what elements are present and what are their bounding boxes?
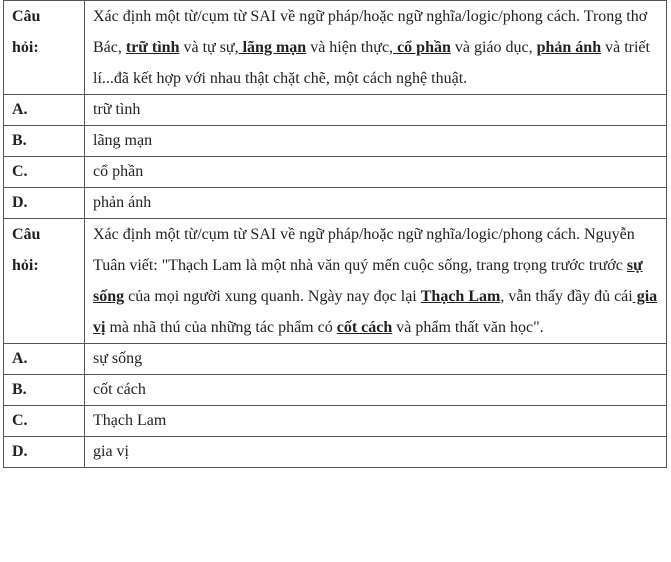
question-text-segment: và triết lí...đã kết hợp với nhau thật chặt chẽ, một cách nghệ thuật. (93, 39, 650, 87)
answer-option-row[interactable] (4, 188, 667, 219)
answer-option-row[interactable] (4, 126, 667, 157)
answer-option-label: A. (4, 344, 85, 375)
quiz-table-body (4, 1, 667, 468)
question-label (4, 219, 85, 344)
answer-option-label: B. (4, 375, 85, 406)
answer-option-text: gia vị (85, 437, 667, 468)
question-text (85, 219, 667, 344)
answer-option-text: Thạch Lam (85, 406, 667, 437)
highlighted-term: trữ tình (125, 39, 180, 56)
answer-option-label: D. (4, 188, 85, 219)
answer-option-text: trữ tình (85, 95, 667, 126)
question-text-segment: và phẩm thất văn học". (392, 319, 544, 336)
answer-option-text: phản ánh (85, 188, 667, 219)
quiz-table (3, 0, 667, 468)
question-text-segment: và hiện thực, (306, 39, 394, 56)
highlighted-term: cốt cách (336, 319, 393, 336)
answer-option-text: cốt cách (85, 375, 667, 406)
highlighted-term: gia vị (93, 288, 658, 336)
highlighted-term: Thạch Lam (420, 288, 501, 305)
question-text (85, 1, 667, 95)
answer-option-text: sự sống (85, 344, 667, 375)
question-text-segment: Xác định một từ/cụm từ SAI về ngữ pháp/hoặc ngữ nghĩa/logic/phong cách. Nguyễn Tuân viết: "Thạch Lam là một nhà văn quý mến cuộc sống, trang trọng trước trước (93, 226, 635, 274)
answer-option-label: A. (4, 95, 85, 126)
answer-option-row[interactable] (4, 95, 667, 126)
question-text-segment: mà nhã thú của những tác phẩm có (105, 319, 337, 336)
answer-option-label: B. (4, 126, 85, 157)
answer-option-text: lãng mạn (85, 126, 667, 157)
question-label-line2: hỏi: (12, 39, 39, 56)
answer-option-label: D. (4, 437, 85, 468)
highlighted-term: cổ phần (393, 39, 451, 56)
question-text-segment: , vẫn thấy đầy đủ cái (500, 288, 633, 305)
question-text-segment: và giáo dục, (450, 39, 537, 56)
answer-option-row[interactable] (4, 344, 667, 375)
question-text-segment: Xác định một từ/cụm từ SAI về ngữ pháp/hoặc ngữ nghĩa/logic/phong cách. Trong thơ Bác, (93, 8, 648, 56)
highlighted-term: phản ánh (536, 39, 602, 56)
highlighted-term: lãng mạn (238, 39, 307, 56)
question-label-line2: hỏi: (12, 257, 39, 274)
answer-option-row[interactable] (4, 157, 667, 188)
question-text-segment: của mọi người xung quanh. Ngày nay đọc lại (124, 288, 421, 305)
question-row (4, 219, 667, 344)
answer-option-label: C. (4, 157, 85, 188)
question-row (4, 1, 667, 95)
question-label-line1: Câu (12, 8, 41, 25)
highlighted-term: sự sống (93, 257, 643, 305)
answer-option-text: cổ phần (85, 157, 667, 188)
question-label-line1: Câu (12, 226, 41, 243)
answer-option-row[interactable] (4, 437, 667, 468)
answer-option-row[interactable] (4, 375, 667, 406)
answer-option-row[interactable] (4, 406, 667, 437)
question-text-segment: và tự sự, (179, 39, 239, 56)
question-label (4, 1, 85, 95)
answer-option-label: C. (4, 406, 85, 437)
